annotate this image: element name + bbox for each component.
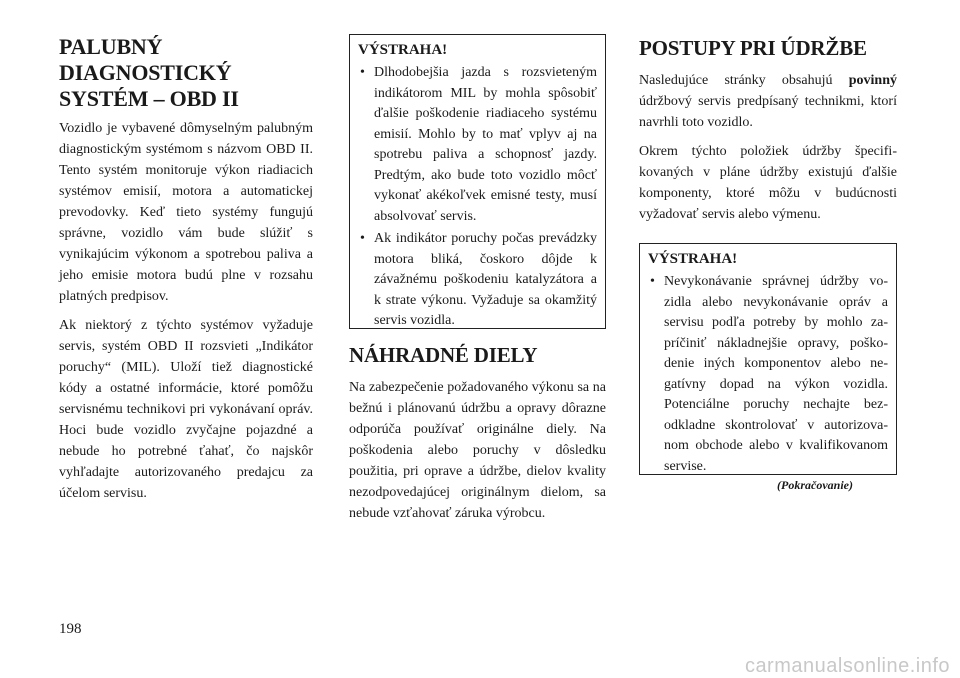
paragraph-maintenance-intro [639,70,897,133]
paragraph-maintenance-other: Okrem týchto položiek údržby špecifikovaných v pláne údržby existujú ďalšie komponenty, ktoré môžu v budúcnosti vyžadovať servis alebo výmenu. [639,144,897,222]
warning-list [648,272,888,477]
paragraph-parts: Na zabezpečenie požadovaného výkonu sa na bežnú i plánovanú údržbu a opravy dôrazne odporúča používať originálne diely. Na poškodenia alebo poruchy v dôsledku použitia, pri oprave a údržbe, dielov kvality nezodpovedajúcej originálnym dielom, sa nebude vzťahovať záruka výrobcu. [349,380,606,521]
watermark-text: carmanualsonline.info [744,655,950,677]
section-title-obd: PALUBNÝ DIAGNOSTICKÝ SYSTÉM – OBD II [59,34,239,111]
column-left [59,34,313,512]
warning-item: • Nevykonávanie správnej údržby vozidla alebo nevykonávanie opráv a servisu podľa potreby by mohlo zapríčiniť nákladnejšie opravy, poškodenie iných komponentov alebo negatívny dopad na výkon vozidla. Potenciálne poruchy nechajte bezodkladne skontrolovať v autorizovanom obchode alebo v kvalifikovanom servise. [648,272,888,477]
page-number: 198 [59,621,82,637]
paragraph-obd-service: Ak niektorý z týchto systémov vyžaduje servis, systém OBD II rozsvieti „Indikátor poruchy“ (MIL). Uloží tiež diagnostické kódy a ostatné informácie, ktoré pomôžu servisnému technikovi pri vykonávaní opráv. Hoci bude vozidlo zvyčajne pojazdné a nebude ho potrebné ťahať, čo najskôr vyhľadajte autorizovaného predajcu za účelom servisu. [59,318,313,501]
warning-title: VÝSTRAHA! [358,42,448,58]
warning-item: • Ak indikátor poruchy počas prevádzky motora bliká, čoskoro dôjde k závažnému poškodeniu katalyzátora a k strate výkonu. Vyžaduje sa okamžitý servis vozidla. [358,229,597,332]
continued-note: (Pokračovanie) [777,478,853,492]
emphasis-mandatory: povinný [848,73,897,88]
warning-list [358,63,597,332]
warning-box-mil [349,34,606,329]
warning-box-maintenance [639,243,897,475]
paragraph-obd-intro: Vozidlo je vybavené dômyselným palubným diagnostickým systémom s názvom OBD II. Tento systém monitoruje výkon riadiacich systémov emisií, motora a automatickej prevodovky. Keď tieto systémy fungujú správne, vozidlo vám bude slúžiť s vynikajúcim výkonom a spotrebou paliva a jeho emisie motora budú plne v rozsahu platných predpisov. [59,121,313,304]
warning-title: VÝSTRAHA! [648,251,738,267]
section-title-maintenance: POSTUPY PRI ÚDRŽBE [639,36,867,60]
column-right [639,34,897,475]
text-segment: Nasledujúce stránky obsahujú [639,73,849,88]
warning-item: • Dlhodobejšia jazda s rozsvieteným indikátorom MIL by mohla spôsobiť ďalšie poškodenie riadiaceho systému emisií. Mohlo by to mať vplyv aj na spotrebu paliva a schopnosť jazdy. Predtým, ako bude toto vozidlo môcť vykonať akékoľvek emisné testy, musí absolvovať servis. [358,63,597,227]
column-middle [349,34,606,532]
section-title-parts: NÁHRADNÉ DIELY [349,343,538,367]
text-segment: údržbový servis predpísaný technikmi, ktorí navrhli toto vozidlo. [639,94,897,130]
